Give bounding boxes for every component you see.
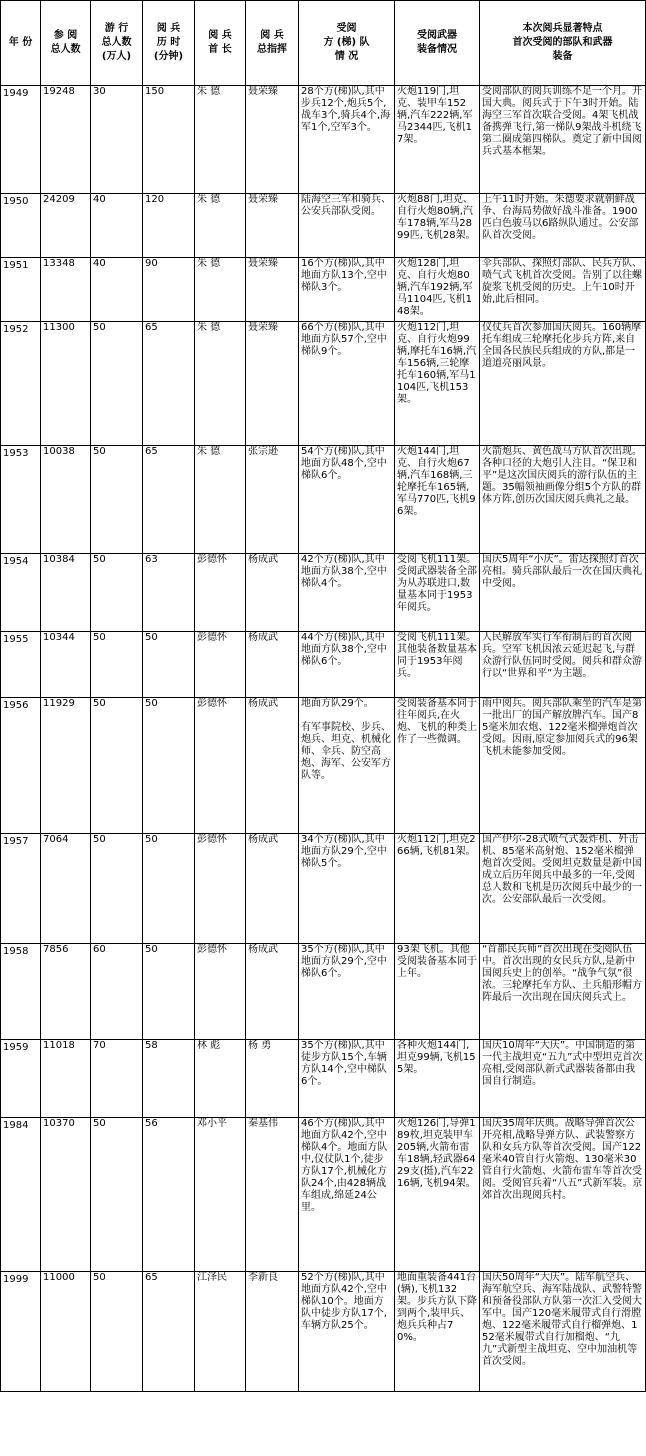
- column-header-line: 本次阅兵显著特点: [522, 23, 603, 34]
- marchers-cell: 50: [91, 1118, 143, 1272]
- formations-cell: [299, 194, 395, 258]
- weapons-cell: 火炮126门,导弹189枚,坦克装甲车205辆,火箭布雷车18辆,轻武器6429支(挺),汽车2216辆,飞机94架。: [395, 1118, 480, 1272]
- column-header-line: 年 份: [8, 37, 33, 48]
- column-header-line: (万人): [101, 51, 132, 62]
- year-cell: 1959: [1, 1040, 41, 1118]
- column-header-line: 首 长: [208, 44, 232, 55]
- formations-cell: [299, 632, 395, 698]
- duration-cell: 58: [143, 1040, 195, 1118]
- formations-cell: [299, 86, 395, 194]
- weapons-cell: 受阅飞机111架。其他装备数量基本同于1953年阅兵。: [395, 632, 480, 698]
- reviewing-leader-cell: 朱 德: [195, 446, 246, 554]
- reviewing-leader-cell: 朱 德: [195, 322, 246, 446]
- features-cell: 人民解放军实行军衔制后的首次阅兵。空军飞机因浓云延迟起飞,与群众游行队伍同时受阅。阅兵和群众游行以“世界和平”为主题。: [480, 632, 646, 698]
- features-cell: 伞兵部队、探照灯部队、民兵方队、喷气式飞机首次受阅。告别了以往螺旋浆飞机受阅的历史。上午10时开始,此后相同。: [480, 258, 646, 322]
- features-cell: 国庆10周年“大庆”。中国制造的第一代主战坦克“五九”式中型坦克首次亮相,受阅部队新式武器装备都由我国自行制造。: [480, 1040, 646, 1118]
- year-cell: 1952: [1, 322, 41, 446]
- features-cell: 国产伊尔-28式喷气式轰炸机、歼击机、85毫米高射炮、152毫米榴弹炮首次受阅。受阅坦克数量是新中国成立后历年阅兵中最多的一年,受阅总人数和飞机是历次阅兵中最少的一次。公安部队最后一次受阅。: [480, 834, 646, 944]
- year-cell: 1955: [1, 632, 41, 698]
- commander-cell: 李新良: [246, 1272, 299, 1392]
- table-row: [1, 1118, 646, 1272]
- weapons-cell: 各种火炮144门,坦克99辆,飞机155架。: [395, 1040, 480, 1118]
- commander-cell: 聂荣臻: [246, 86, 299, 194]
- weapons-cell: 火炮112门,坦克、自行火炮99辆,摩托车16辆,汽车156辆,三轮摩托车160辆,军马1104匹,飞机153架。: [395, 322, 480, 446]
- total-participants-cell: 13348: [41, 258, 91, 322]
- formation-paragraph: 35个方(梯)队,其中地面方队29个,空中梯队6个。: [301, 944, 387, 979]
- column-header: [480, 1, 646, 86]
- features-cell: 雨中阅兵。阅兵部队乘坐的汽车是第一批出厂的国产解放牌汽车。国产85毫米加农炮、122毫米榴弹炮首次受阅。因雨,原定参加阅兵式的96架飞机未能参加受阅。: [480, 698, 646, 834]
- duration-cell: 63: [143, 554, 195, 632]
- marchers-cell: 60: [91, 944, 143, 1040]
- features-cell: 上午11时开始。朱德要求就朝鲜战争、台海局势做好战斗准备。1900匹白色骏马以6路纵队通过。公安部队首次受阅。: [480, 194, 646, 258]
- marchers-cell: 50: [91, 554, 143, 632]
- commander-cell: 聂荣臻: [246, 322, 299, 446]
- commander-cell: 聂荣臻: [246, 194, 299, 258]
- table-row: [1, 194, 646, 258]
- formation-paragraph: 66个方(梯)队,其中地面方队57个,空中梯队9个。: [301, 322, 387, 357]
- total-participants-cell: 24209: [41, 194, 91, 258]
- table-body: [1, 86, 646, 1392]
- features-cell: 仪仗兵首次参加国庆阅兵。160辆摩托车组成三轮摩托化步兵方阵,来自全国各民族民兵组成的方队,都是一道道亮丽风景。: [480, 322, 646, 446]
- column-header-line: 装备: [552, 51, 573, 62]
- formation-paragraph: 地面方队29个。: [301, 698, 374, 709]
- total-participants-cell: 10344: [41, 632, 91, 698]
- column-header: [246, 1, 299, 86]
- features-cell: “首都民兵师”首次出现在受阅队伍中。首次出现的女民兵方队,是新中国阅兵史上的创举。“战争气氛”很浓。三轮摩托车方队、土兵船形帽方阵最后一次出现在国庆阅兵式上。: [480, 944, 646, 1040]
- weapons-cell: 93架飞机。其他受阅装备基本同于上年。: [395, 944, 480, 1040]
- reviewing-leader-cell: 彭德怀: [195, 554, 246, 632]
- year-cell: 1956: [1, 698, 41, 834]
- formation-paragraph: 52个方(梯)队,其中地面方队42个,空中梯队10个。地面方队中徒步方队17个,车辆方队25个。: [301, 1272, 387, 1331]
- column-header-line: 总人数: [50, 44, 81, 55]
- duration-cell: 65: [143, 1272, 195, 1392]
- column-header-line: 情 况: [334, 51, 359, 62]
- marchers-cell: 40: [91, 194, 143, 258]
- marchers-cell: 50: [91, 446, 143, 554]
- column-header-line: 装备情况: [417, 44, 457, 55]
- column-header: [395, 1, 480, 86]
- marchers-cell: 50: [91, 322, 143, 446]
- year-cell: 1958: [1, 944, 41, 1040]
- reviewing-leader-cell: 彭德怀: [195, 944, 246, 1040]
- commander-cell: 杨成武: [246, 944, 299, 1040]
- column-header-line: 参 阅: [53, 30, 78, 41]
- commander-cell: 杨成武: [246, 554, 299, 632]
- total-participants-cell: 11018: [41, 1040, 91, 1118]
- duration-cell: 150: [143, 86, 195, 194]
- year-cell: 1957: [1, 834, 41, 944]
- weapons-cell: 火炮144门,坦克、自行火炮67辆,汽车168辆,三轮摩托车165辆,军马770匹,飞机96架。: [395, 446, 480, 554]
- year-cell: 1984: [1, 1118, 41, 1272]
- table-row: [1, 1272, 646, 1392]
- formations-cell: [299, 1272, 395, 1392]
- formation-paragraph: 44个方(梯)队,其中地面方队38个,空中梯队6个。: [301, 632, 387, 667]
- commander-cell: 杨成武: [246, 632, 299, 698]
- column-header-line: 阅 兵: [208, 30, 232, 41]
- features-cell: 受阅部队的阅兵训练不足一个月。开国大典。阅兵式于下午3时开始。陆海空三军首次联合受阅。4架飞机战备携弹飞行,第一梯队9架战斗机绕飞第二圈成第四梯队。奠定了新中国阅兵式基本框架。: [480, 86, 646, 194]
- duration-cell: 65: [143, 446, 195, 554]
- reviewing-leader-cell: 彭德怀: [195, 698, 246, 834]
- reviewing-leader-cell: 林 彪: [195, 1040, 246, 1118]
- formation-paragraph: 有军事院校、步兵、炮兵、坦克、机械化师、伞兵、防空高炮、海军、公安军方队等。: [301, 722, 391, 781]
- column-header-line: 总指挥: [257, 44, 287, 55]
- duration-cell: 65: [143, 322, 195, 446]
- table-row: [1, 554, 646, 632]
- column-header: [143, 1, 195, 86]
- features-cell: 国庆35周年庆典。战略导弹首次公开亮相,战略导弹方队、武装警察方队和女兵方队等首次受阅。国产122毫米40管自行火箭炮、130毫米30管自行火箭炮、火箭布雷车等首次受阅。受阅官兵着“八五”式新军装。京郊首次出现阅兵村。: [480, 1118, 646, 1272]
- reviewing-leader-cell: 彭德怀: [195, 632, 246, 698]
- column-header-line: 阅 兵: [156, 23, 181, 34]
- column-header: [91, 1, 143, 86]
- duration-cell: 50: [143, 698, 195, 834]
- duration-cell: 56: [143, 1118, 195, 1272]
- features-cell: 火箭炮兵、黄色战马方队首次出现。各种口径的大炮引人注目。“保卫和平”是这次国庆阅兵的游行队伍的主题。35幅领袖画像分组5个方队的群体方阵,创历次国庆阅兵典礼之最。: [480, 446, 646, 554]
- table-row: [1, 86, 646, 194]
- formation-paragraph: 46个方(梯)队,其中地面方队42个,空中梯队4个。地面方队中,仪仗队1个,徒步方队17个,机械化方队24个,由428辆战车组成,绵延24公里。: [301, 1118, 388, 1213]
- marchers-cell: 50: [91, 834, 143, 944]
- column-header-line: 历 时: [156, 37, 181, 48]
- reviewing-leader-cell: 朱 德: [195, 258, 246, 322]
- column-header-line: 受阅武器: [417, 30, 457, 41]
- formations-cell: [299, 322, 395, 446]
- formation-paragraph: 54个方(梯)队,其中地面方队48个,空中梯队6个。: [301, 446, 387, 481]
- table-row: [1, 322, 646, 446]
- weapons-cell: 地面重装备441台(辆),飞机132架。步兵方队下降到两个,装甲兵、炮兵兵种占70%。: [395, 1272, 480, 1392]
- column-header: [195, 1, 246, 86]
- commander-cell: 杨成武: [246, 698, 299, 834]
- weapons-cell: 火炮88门,坦克、自行火炮80辆,汽车178辆,军马2899匹,飞机28架。: [395, 194, 480, 258]
- total-participants-cell: 7856: [41, 944, 91, 1040]
- weapons-cell: 火炮112门,坦克266辆,飞机81架。: [395, 834, 480, 944]
- weapons-cell: 受阅装备基本同于往年阅兵,在火炮、飞机的种类上作了一些微调。: [395, 698, 480, 834]
- formation-paragraph: 42个方(梯)队,其中地面方队38个,空中梯队4个。: [301, 554, 387, 589]
- year-cell: 1999: [1, 1272, 41, 1392]
- reviewing-leader-cell: 朱 德: [195, 194, 246, 258]
- marchers-cell: 70: [91, 1040, 143, 1118]
- features-cell: 国庆50周年“大庆”。陆军航空兵、海军航空兵、海军陆战队、武警特警和预备役部队方队第一次汇入受阅大军中。国产120毫米履带式自行滑膛炮、122毫米履带式自行榴弹炮、152毫米履带式自行加榴炮、“九九”式新型主战坦克、空中加油机等首次受阅。: [480, 1272, 646, 1392]
- reviewing-leader-cell: 邓小平: [195, 1118, 246, 1272]
- marchers-cell: 50: [91, 698, 143, 834]
- formation-paragraph: 28个方(梯)队,其中步兵12个,炮兵5个,战车3个,骑兵4个,海军1个,空军3个。: [301, 86, 391, 133]
- year-cell: 1949: [1, 86, 41, 194]
- formations-cell: [299, 446, 395, 554]
- duration-cell: 50: [143, 834, 195, 944]
- table-row: [1, 944, 646, 1040]
- commander-cell: 聂荣臻: [246, 258, 299, 322]
- commander-cell: 秦基伟: [246, 1118, 299, 1272]
- weapons-cell: 火炮119门,坦克、装甲车152辆,汽车222辆,军马2344匹,飞机17架。: [395, 86, 480, 194]
- year-cell: 1951: [1, 258, 41, 322]
- formation-paragraph: 34个方(梯)队,其中地面方队29个,空中梯队5个。: [301, 834, 387, 869]
- formation-paragraph: 16个方(梯)队,其中地面方队13个,空中梯队3个。: [301, 258, 387, 293]
- column-header-line: 阅 兵: [260, 30, 284, 41]
- commander-cell: 杨成武: [246, 834, 299, 944]
- table-row: [1, 834, 646, 944]
- commander-cell: 杨 勇: [246, 1040, 299, 1118]
- formation-paragraph: 35个方(梯)队,其中徒步方队15个,车辆方队14个,空中梯队6个。: [301, 1040, 387, 1087]
- table-row: [1, 258, 646, 322]
- duration-cell: 50: [143, 944, 195, 1040]
- duration-cell: 50: [143, 632, 195, 698]
- marchers-cell: 30: [91, 86, 143, 194]
- total-participants-cell: 19248: [41, 86, 91, 194]
- year-cell: 1954: [1, 554, 41, 632]
- duration-cell: 90: [143, 258, 195, 322]
- formations-cell: [299, 698, 395, 834]
- reviewing-leader-cell: 江泽民: [195, 1272, 246, 1392]
- formations-cell: [299, 944, 395, 1040]
- column-header-line: 总人数: [101, 37, 132, 48]
- marchers-cell: 40: [91, 258, 143, 322]
- formations-cell: [299, 1040, 395, 1118]
- formations-cell: [299, 258, 395, 322]
- table-header: [1, 1, 646, 86]
- formations-cell: [299, 1118, 395, 1272]
- total-participants-cell: 11929: [41, 698, 91, 834]
- commander-cell: 张宗逊: [246, 446, 299, 554]
- column-header: [299, 1, 395, 86]
- table-row: [1, 1040, 646, 1118]
- total-participants-cell: 7064: [41, 834, 91, 944]
- total-participants-cell: 10038: [41, 446, 91, 554]
- weapons-cell: 火炮128门,坦克、自行火炮80辆,汽车192辆,军马1104匹,飞机148架。: [395, 258, 480, 322]
- reviewing-leader-cell: 朱 德: [195, 86, 246, 194]
- table-row: [1, 632, 646, 698]
- total-participants-cell: 11000: [41, 1272, 91, 1392]
- total-participants-cell: 11300: [41, 322, 91, 446]
- marchers-cell: 50: [91, 1272, 143, 1392]
- total-participants-cell: 10384: [41, 554, 91, 632]
- formations-cell: [299, 554, 395, 632]
- table-row: [1, 446, 646, 554]
- marchers-cell: 50: [91, 632, 143, 698]
- formations-cell: [299, 834, 395, 944]
- column-header: [41, 1, 91, 86]
- formation-paragraph: 陆海空三军和骑兵、公安兵部队受阅。: [301, 194, 391, 217]
- column-header: [1, 1, 41, 86]
- total-participants-cell: 10370: [41, 1118, 91, 1272]
- weapons-cell: 受阅飞机111架。受阅武器装备全部为从苏联进口,数量基本同于1953年阅兵。: [395, 554, 480, 632]
- reviewing-leader-cell: 彭德怀: [195, 834, 246, 944]
- year-cell: 1953: [1, 446, 41, 554]
- year-cell: 1950: [1, 194, 41, 258]
- column-header-line: 首次受阅的部队和武器: [512, 37, 613, 48]
- column-header-line: (分钟): [153, 51, 184, 62]
- column-header-line: 方 (梯) 队: [323, 37, 370, 48]
- features-cell: 国庆5周年“小庆”。雷达探照灯首次亮相。骑兵部队最后一次在国庆典礼中受阅。: [480, 554, 646, 632]
- column-header-line: 受阅: [336, 23, 357, 34]
- header-row: [1, 1, 646, 86]
- duration-cell: 120: [143, 194, 195, 258]
- table-row: [1, 698, 646, 834]
- column-header-line: 游 行: [104, 23, 129, 34]
